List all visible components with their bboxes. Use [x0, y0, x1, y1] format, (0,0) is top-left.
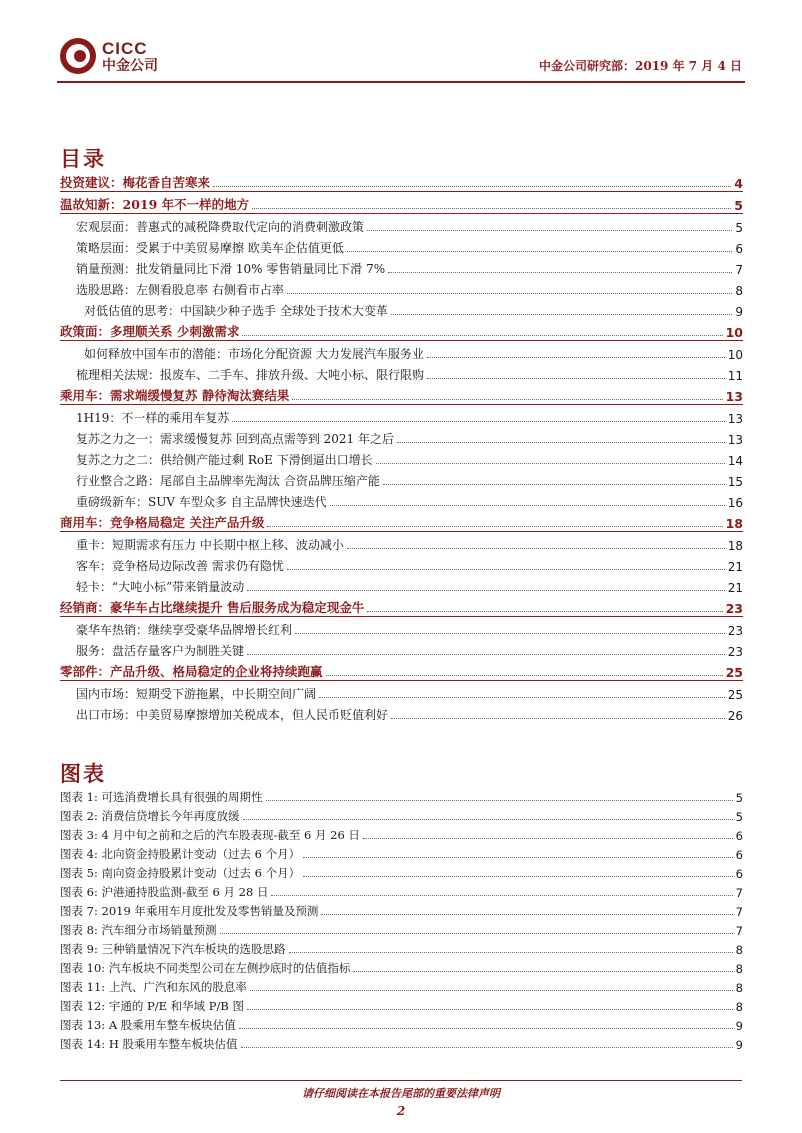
dot-leader — [319, 697, 725, 698]
figure-entry-label: 图表 9: 三种销量情况下汽车板块的选股思路 — [60, 942, 286, 956]
dot-leader — [242, 335, 722, 336]
toc-entry[interactable] — [60, 489, 743, 510]
dot-leader — [367, 611, 722, 612]
figure-entry-page: 6 — [735, 848, 743, 862]
figure-entry-label: 图表 4: 北向资金持股累计变动（过去 6 个月） — [60, 847, 301, 861]
toc-entry-label: 选股思路：左侧看股息率 右侧看市占率 — [76, 283, 284, 297]
toc-entry-label: 轻卡：“大吨小标”带来销量波动 — [76, 580, 245, 594]
figure-entry[interactable] — [60, 995, 743, 1014]
toc-entry-label: 客车：竞争格局边际改善 需求仍有隐忧 — [76, 559, 284, 573]
figure-entry-label: 图表 14: H 股乘用车整车板块估值 — [60, 1037, 238, 1051]
figure-entry-page: 8 — [735, 943, 743, 957]
dot-leader — [383, 484, 725, 485]
figure-entry-label: 图表 6: 沪港通持股监测-截至 6 月 28 日 — [60, 885, 269, 899]
toc-entry-page: 13 — [727, 412, 743, 426]
toc-entry-label: 行业整合之路：尾部自主品牌率先淘汰 合资品牌压缩产能 — [76, 474, 380, 488]
toc-entry-page: 4 — [734, 176, 743, 191]
figure-entry-label: 图表 10: 汽车板块不同类型公司在左侧抄底时的估值指标 — [60, 961, 351, 975]
dot-leader — [220, 933, 733, 934]
toc-entry[interactable] — [60, 447, 743, 468]
figure-entry[interactable] — [60, 900, 743, 919]
toc-entry-page: 13 — [727, 433, 743, 447]
toc-entry[interactable] — [60, 256, 743, 277]
dot-leader — [271, 895, 732, 896]
toc-entry-page: 13 — [725, 389, 743, 404]
dot-leader — [321, 914, 732, 915]
toc-entry[interactable] — [60, 319, 743, 341]
figure-entry[interactable] — [60, 824, 743, 843]
toc-entry-page: 11 — [727, 369, 743, 383]
toc-entry-label: 经销商：豪华车占比继续提升 售后服务成为稳定现金牛 — [60, 600, 365, 615]
toc-entry[interactable] — [60, 510, 743, 532]
toc-entry[interactable] — [60, 298, 743, 319]
dot-leader — [367, 230, 732, 231]
toc-entry-page: 9 — [735, 305, 743, 319]
dot-leader — [427, 357, 725, 358]
figure-entry-page: 5 — [735, 810, 743, 824]
dot-leader — [388, 272, 732, 273]
figure-entry[interactable] — [60, 881, 743, 900]
figure-entry-label: 图表 11: 上汽、广汽和东风的股息率 — [60, 980, 247, 994]
page-number: 2 — [396, 1104, 406, 1118]
dot-leader — [376, 463, 725, 464]
toc-entry-label: 政策面：多理顺关系 少刺激需求 — [60, 324, 240, 339]
toc-entry[interactable] — [60, 170, 743, 192]
toc-entry-label: 梳理相关法规：报废车、二手车、排放升级、大吨小标、限行限购 — [76, 368, 425, 382]
toc-entry-label: 温故知新：2019 年不一样的地方 — [60, 197, 250, 212]
page-header — [0, 0, 802, 96]
figure-entry[interactable] — [60, 843, 743, 862]
figure-entry-page: 9 — [735, 1038, 743, 1052]
toc-entry-page: 6 — [735, 242, 743, 256]
toc-entry[interactable] — [60, 468, 743, 489]
toc-entry-label: 重卡：短期需求有压力 中长期中枢上移、波动减小 — [76, 538, 344, 552]
toc-entry-label: 乘用车：需求端缓慢复苏 静待淘汰赛结果 — [60, 388, 290, 403]
dot-leader — [247, 654, 725, 655]
toc-entry-page: 25 — [725, 665, 743, 680]
cicc-logo-icon — [60, 38, 96, 74]
contents-title: 目录 — [60, 146, 106, 171]
dot-leader — [289, 952, 733, 953]
toc-entry[interactable] — [60, 595, 743, 617]
dot-leader — [250, 990, 733, 991]
toc-entry-label: 重磅级新车：SUV 车型众多 自主品牌快速迭代 — [76, 495, 327, 509]
toc-entry-page: 5 — [734, 198, 743, 213]
logo-text-cn: 中金公司 — [102, 57, 158, 74]
dot-leader — [267, 526, 722, 527]
figures-list — [60, 786, 743, 1052]
toc-entry[interactable] — [60, 426, 743, 447]
toc-entry-label: 投资建议：梅花香自苦寒来 — [60, 175, 211, 190]
dot-leader — [213, 186, 731, 187]
toc-entry[interactable] — [60, 214, 743, 235]
dot-leader — [239, 1028, 733, 1029]
toc-entry-label: 零部件：产品升级、格局稳定的企业将持续跑赢 — [60, 664, 323, 679]
dot-leader — [243, 819, 733, 820]
toc-entry[interactable] — [60, 362, 743, 383]
toc-entry-label: 出口市场：中美贸易摩擦增加关税成本，但人民币贬值利好 — [76, 708, 389, 722]
toc-entry-page: 23 — [727, 624, 743, 638]
figure-entry-label: 图表 13: A 股乘用车整车板块估值 — [60, 1018, 236, 1032]
figure-entry-page: 7 — [735, 924, 743, 938]
dot-leader — [363, 838, 733, 839]
cicc-logo — [60, 38, 158, 74]
toc-entry[interactable] — [60, 277, 743, 298]
figure-entry-page: 7 — [735, 905, 743, 919]
figure-entry[interactable] — [60, 938, 743, 957]
dot-leader — [303, 876, 733, 877]
toc-entry-page: 8 — [735, 284, 743, 298]
figure-entry[interactable] — [60, 957, 743, 976]
figure-entry-label: 图表 7: 2019 年乘用车月度批发及零售销量及预测 — [60, 904, 319, 918]
toc-entry-label: 豪华车热销：继续享受豪华品牌增长红利 — [76, 623, 293, 637]
figure-entry-label: 图表 1: 可选消费增长具有很强的周期性 — [60, 790, 263, 804]
dot-leader — [232, 421, 724, 422]
dot-leader — [353, 971, 732, 972]
figure-entry[interactable] — [60, 976, 743, 995]
logo-text-en: CICC — [102, 38, 148, 58]
toc-entry-page: 26 — [727, 709, 743, 723]
dot-leader — [303, 857, 733, 858]
dot-leader — [252, 208, 731, 209]
toc-entry-label: 复苏之力之二：供给侧产能过剩 RoE 下滑倒逼出口增长 — [76, 453, 373, 467]
toc-entry-page: 16 — [727, 496, 743, 510]
toc-entry-page: 21 — [727, 581, 743, 595]
dot-leader — [292, 399, 722, 400]
toc-entry-label: 服务：盘活存量客户为制胜关键 — [76, 644, 245, 658]
figure-entry[interactable] — [60, 786, 743, 805]
toc-entry-label: 对低估值的思考：中国缺少种子选手 全球处于技术大变革 — [84, 304, 388, 318]
toc-entry[interactable] — [60, 702, 743, 723]
toc-entry-page: 5 — [735, 221, 743, 235]
toc-entry[interactable] — [60, 681, 743, 702]
toc-entry-page: 7 — [735, 263, 743, 277]
figure-entry[interactable] — [60, 1033, 743, 1052]
toc-entry-page: 18 — [725, 516, 743, 531]
figures-title: 图表 — [60, 761, 106, 786]
toc-entry-label: 国内市场：短期受下游拖累，中长期空间广阔 — [76, 687, 317, 701]
toc-entry[interactable] — [60, 405, 743, 426]
dot-leader — [247, 1009, 733, 1010]
toc-entry-page: 23 — [725, 601, 743, 616]
dot-leader — [266, 800, 733, 801]
toc-entry[interactable] — [60, 574, 743, 595]
toc-entry[interactable] — [60, 235, 743, 256]
figure-entry-label: 图表 2: 消费信贷增长今年再度放缓 — [60, 809, 240, 823]
figure-entry-page: 5 — [735, 791, 743, 805]
dot-leader — [295, 633, 725, 634]
figure-entry-page: 9 — [735, 1019, 743, 1033]
header-dept-date: 中金公司研究部：2019 年 7 月 4 日 — [539, 59, 742, 73]
toc-entry-label: 如何释放中国车市的潜能：市场化分配资源 大力发展汽车服务业 — [84, 347, 424, 361]
figure-entry-page: 8 — [735, 1000, 743, 1014]
figure-entry-label: 图表 8: 汽车细分市场销量预测 — [60, 923, 217, 937]
figure-entry[interactable] — [60, 1014, 743, 1033]
legal-notice: 请仔细阅读在本报告尾部的重要法律声明 — [302, 1087, 500, 1100]
figure-entry[interactable] — [60, 805, 743, 824]
toc-entry-page: 10 — [725, 325, 743, 340]
dot-leader — [287, 569, 725, 570]
toc-entry[interactable] — [60, 617, 743, 638]
dot-leader — [241, 1047, 733, 1048]
toc-entry-page: 25 — [727, 688, 743, 702]
toc-entry-label: 1H19：不一样的乘用车复苏 — [76, 411, 230, 425]
dot-leader — [247, 590, 724, 591]
figure-entry-page: 6 — [735, 867, 743, 881]
figure-entry-label: 图表 5: 南向资金持股累计变动（过去 6 个月） — [60, 866, 301, 880]
toc-entry-label: 宏观层面：普惠式的减税降费取代定向的消费刺激政策 — [76, 220, 365, 234]
figure-entry[interactable] — [60, 919, 743, 938]
footer-divider — [60, 1080, 742, 1081]
dot-leader — [391, 718, 725, 719]
toc-entry-page: 10 — [727, 348, 743, 362]
toc-entry-label: 复苏之力之一：需求缓慢复苏 回到高点需等到 2021 年之后 — [76, 432, 394, 446]
toc-entry-label: 销量预测：批发销量同比下滑 10% 零售销量同比下滑 7% — [76, 262, 386, 276]
figure-entry-page: 7 — [735, 886, 743, 900]
dot-leader — [326, 675, 723, 676]
toc-entry-page: 18 — [727, 539, 743, 553]
toc-entry-page: 23 — [727, 645, 743, 659]
figure-entry-page: 6 — [735, 829, 743, 843]
dot-leader — [287, 293, 733, 294]
toc-entry-page: 15 — [727, 475, 743, 489]
dot-leader — [347, 548, 725, 549]
toc-entry[interactable] — [60, 341, 743, 362]
toc-entry-page: 14 — [727, 454, 743, 468]
dot-leader — [397, 442, 725, 443]
figure-entry-page: 8 — [735, 981, 743, 995]
toc-entry-page: 21 — [727, 560, 743, 574]
toc-entry[interactable] — [60, 383, 743, 405]
header-divider — [57, 81, 745, 83]
dot-leader — [347, 251, 733, 252]
toc-entry-label: 商用车：竞争格局稳定 关注产品升级 — [60, 515, 265, 530]
toc-entry[interactable] — [60, 638, 743, 659]
toc-entry[interactable] — [60, 553, 743, 574]
toc-entry[interactable] — [60, 532, 743, 553]
figure-entry-label: 图表 12: 宇通的 P/E 和华域 P/B 图 — [60, 999, 245, 1013]
figure-entry[interactable] — [60, 862, 743, 881]
contents-list — [60, 170, 743, 723]
toc-entry[interactable] — [60, 659, 743, 681]
dot-leader — [391, 314, 733, 315]
figure-entry-label: 图表 3: 4 月中旬之前和之后的汽车股表现-截至 6 月 26 日 — [60, 828, 360, 842]
figure-entry-page: 8 — [735, 962, 743, 976]
dot-leader — [427, 378, 725, 379]
toc-entry[interactable] — [60, 192, 743, 214]
toc-entry-label: 策略层面：受累于中美贸易摩擦 欧美车企估值更低 — [76, 241, 344, 255]
dot-leader — [330, 505, 725, 506]
